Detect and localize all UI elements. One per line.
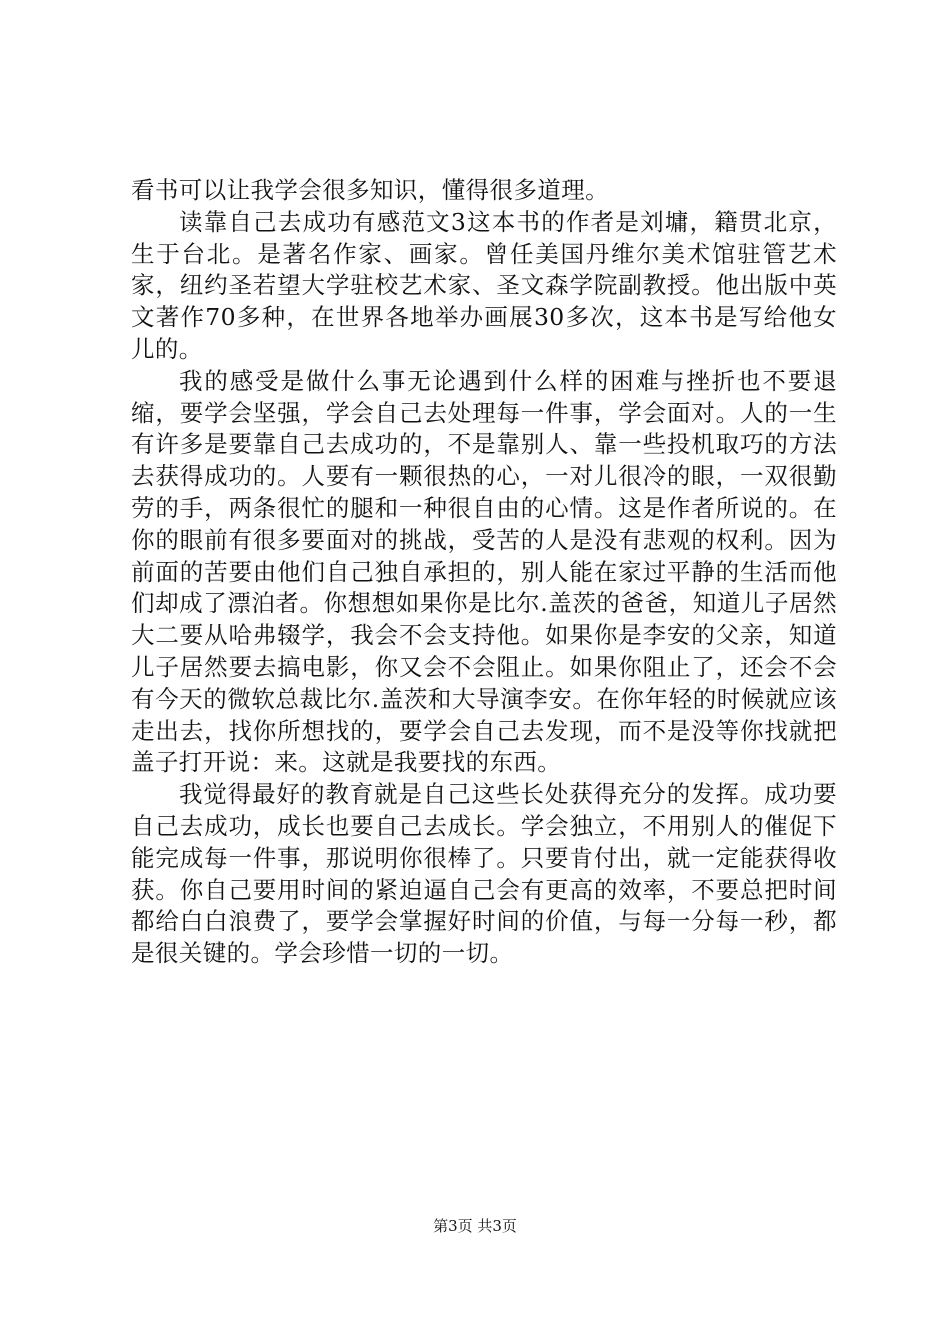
paragraph-2: 读靠自己去成功有感范文3这本书的作者是刘墉，籍贯北京，生于台北。是著名作家、画家。曾任美国丹维尔美术馆驻管艺术家，纽约圣若望大学驻校艺术家、圣文森学院副教授。他出版中英文著作70多种，在世界各地举办画展30多次，这本书是写给他女儿的。 — [131, 207, 837, 363]
page-number-footer: 第3页 共3页 — [433, 1217, 517, 1235]
paragraph-4: 我觉得最好的教育就是自己这些长处获得充分的发挥。成功要自己去成功，成长也要自己去成长。学会独立，不用别人的催促下能完成每一件事，那说明你很棒了。只要肯付出，就一定能获得收获。你自己要用时间的紧迫逼自己会有更高的效率，不要总把时间都给白白浪费了，要学会掌握好时间的价值，与每一分每一秒，都是很关键的。学会珍惜一切的一切。 — [131, 780, 837, 968]
paragraph-1: 看书可以让我学会很多知识，懂得很多道理。 — [131, 176, 609, 204]
body-text — [131, 175, 837, 970]
paragraph-3: 我的感受是做什么事无论遇到什么样的困难与挫折也不要退缩，要学会坚强，学会自己去处理每一件事，学会面对。人的一生有许多是要靠自己去成功的，不是靠别人、靠一些投机取巧的方法去获得成功的。人要有一颗很热的心，一对儿很冷的眼，一双很勤劳的手，两条很忙的腿和一种很自由的心情。这是作者所说的。在你的眼前有很多要面对的挑战，受苦的人是没有悲观的权利。因为前面的苦要由他们自己独自承担的，别人能在家过平静的生活而他们却成了漂泊者。你想想如果你是比尔.盖茨的爸爸，知道儿子居然大二要从哈弗辍学，我会不会支持他。如果你是李安的父亲，知道儿子居然要去搞电影，你又会不会阻止。如果你阻止了，还会不会有今天的微软总裁比尔.盖茨和大导演李安。在你年轻的时候就应该走出去，找你所想找的，要学会自己去发现，而不是没等你找就把盖子打开说：来。这就是我要找的东西。 — [131, 366, 837, 777]
